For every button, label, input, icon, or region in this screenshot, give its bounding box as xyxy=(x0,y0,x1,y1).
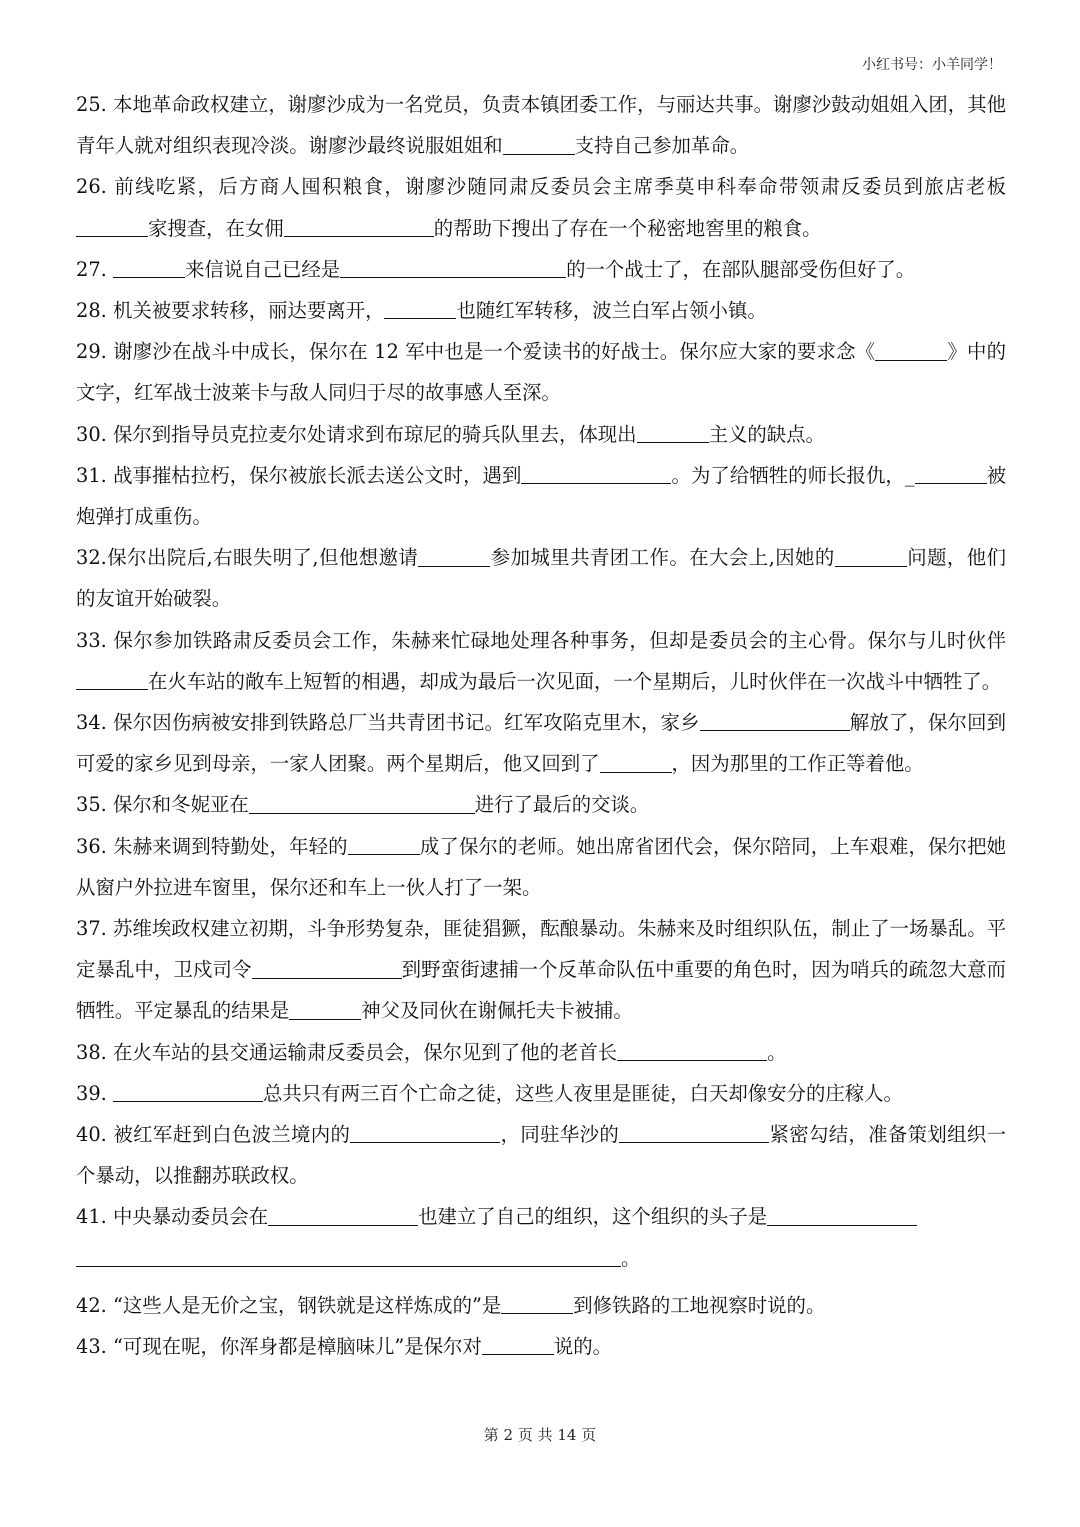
answer-blank[interactable] xyxy=(350,1122,500,1143)
answer-blank[interactable] xyxy=(835,545,907,566)
question-25: 25. 本地革命政权建立，谢廖沙成为一名党员，负责本镇团委工作，与丽达共事。谢廖沙鼓动姐姐入团，其他青年人就对组织表现冷淡。谢廖沙最终说服姐姐和 支持自己参加革命。 xyxy=(76,93,1006,158)
question-43: 43. “可现在呢，你浑身都是樟脑味儿”是保尔对 说的。 xyxy=(76,1335,613,1359)
question-31: 31. 战事摧枯拉朽，保尔被旅长派去送公文时，遇到 。为了给牺牲的师长报仇，_ 被炮弹打成重伤。 xyxy=(76,463,1007,529)
question-39: 39. 总共只有两三百个亡命之徒，这些人夜里是匪徒，白天却像安分的庄稼人。 xyxy=(76,1081,903,1105)
question-38: 38. 在火车站的县交通运输肃反委员会，保尔见到了他的老首长 。 xyxy=(76,1040,787,1064)
answer-blank[interactable] xyxy=(501,1293,573,1314)
answer-blank[interactable] xyxy=(289,998,361,1019)
answer-blank[interactable] xyxy=(418,545,490,566)
answer-blank[interactable] xyxy=(619,1122,769,1143)
answer-blank[interactable] xyxy=(700,710,850,731)
question-35: 35. 保尔和冬妮亚在 进行了最后的交谈。 xyxy=(76,793,650,817)
question-30: 30. 保尔到指导员克拉麦尔处请求到布琼尼的骑兵队里去，体现出 主义的缺点。 xyxy=(76,422,825,446)
question-41: 41. 中央暴动委员会在 也建立了自己的组织，这个组织的头子是 。 xyxy=(76,1196,1006,1278)
answer-blank[interactable] xyxy=(252,957,402,978)
question-34: 34. 保尔因伤病被安排到铁路总厂当共青团书记。红军攻陷克里木，家乡 解放了，保尔回到可爱的家乡见到母亲，一家人团聚。两个星期后，他又回到了 ，因为那里的工作正等着他。 xyxy=(76,711,1007,776)
answer-blank[interactable] xyxy=(503,133,575,154)
answer-blank[interactable] xyxy=(340,257,566,278)
question-29: 29. 谢廖沙在战斗中成长，保尔在 12 军中也是一个爱读书的好战士。保尔应大家的要求念《 》中的文字，红军战士波莱卡与敌人同归于尽的故事感人至深。 xyxy=(76,340,1007,405)
question-list xyxy=(76,84,1006,1367)
answer-blank[interactable] xyxy=(113,1081,263,1102)
question-36: 36. 朱赫来调到特勤处，年轻的 成了保尔的老师。她出席省团代会，保尔陪同，上车艰难，保尔把她从窗户外拉进车窗里，保尔还和车上一伙人打了一架。 xyxy=(76,834,1007,899)
answer-blank[interactable] xyxy=(875,339,947,360)
question-40: 40. 被红军赶到白色波兰境内的 ，同驻华沙的 紧密勾结，准备策划组织一个暴动，以推翻苏联政权。 xyxy=(76,1123,1007,1188)
question-37: 37. 苏维埃政权建立初期，斗争形势复杂，匪徒猖獗，酝酿暴动。朱赫来及时组织队伍，制止了一场暴乱。平定暴乱中，卫戍司令 到野蛮街逮捕一个反革命队伍中重要的角色时，因为哨兵的疏忽大意而牺牲。平定暴乱的结果是 神父及同伙在谢佩托夫卡被捕。 xyxy=(76,917,1006,1023)
answer-blank[interactable] xyxy=(113,257,185,278)
page-number-footer: 第 2 页 共 14 页 xyxy=(483,1426,597,1444)
answer-blank[interactable] xyxy=(617,1040,767,1061)
answer-blank[interactable] xyxy=(348,834,420,855)
question-27: 27. 来信说自己已经是 的一个战士了，在部队腿部受伤但好了。 xyxy=(76,257,916,281)
answer-blank[interactable] xyxy=(76,669,148,690)
question-32: 32.保尔出院后,右眼失明了,但他想邀请 参加城里共青团工作。在大会上,因她的 问题，他们的友谊开始破裂。 xyxy=(76,546,1007,611)
question-33: 33. 保尔参加铁路肃反委员会工作，朱赫来忙碌地处理各种事务，但却是委员会的主心骨。保尔与儿时伙伴在火车站的敞车上短暂的相遇，却成为最后一次见面，一个星期后，儿时伙伴在一次战斗中牺牲了。 xyxy=(76,628,1006,693)
question-26: 26. 前线吃紧，后方商人囤积粮食，谢廖沙随同肃反委员会主席季莫申科奉命带领肃反委员到旅店老板家搜查，在女佣 的帮助下搜出了存在一个秘密地窖里的粮食。 xyxy=(76,175,1006,240)
answer-blank[interactable] xyxy=(915,463,987,484)
answer-blank[interactable] xyxy=(268,1204,418,1225)
answer-blank[interactable] xyxy=(249,792,475,813)
answer-blank[interactable] xyxy=(767,1204,917,1225)
answer-blank[interactable] xyxy=(600,751,672,772)
answer-blank[interactable] xyxy=(384,298,456,319)
answer-blank[interactable] xyxy=(76,216,148,237)
answer-blank[interactable] xyxy=(76,1246,621,1267)
question-42: 42. “这些人是无价之宝，钢铁就是这样炼成的”是 到修铁路的工地视察时说的。 xyxy=(76,1293,826,1317)
answer-blank[interactable] xyxy=(521,463,671,484)
question-28: 28. 机关被要求转移，丽达要离开， 也随红军转移，波兰白军占领小镇。 xyxy=(76,299,767,323)
answer-blank[interactable] xyxy=(284,216,434,237)
answer-blank[interactable] xyxy=(482,1334,554,1355)
watermark-text: 小红书号：小羊同学！ xyxy=(862,57,1002,73)
answer-blank[interactable] xyxy=(637,422,709,443)
